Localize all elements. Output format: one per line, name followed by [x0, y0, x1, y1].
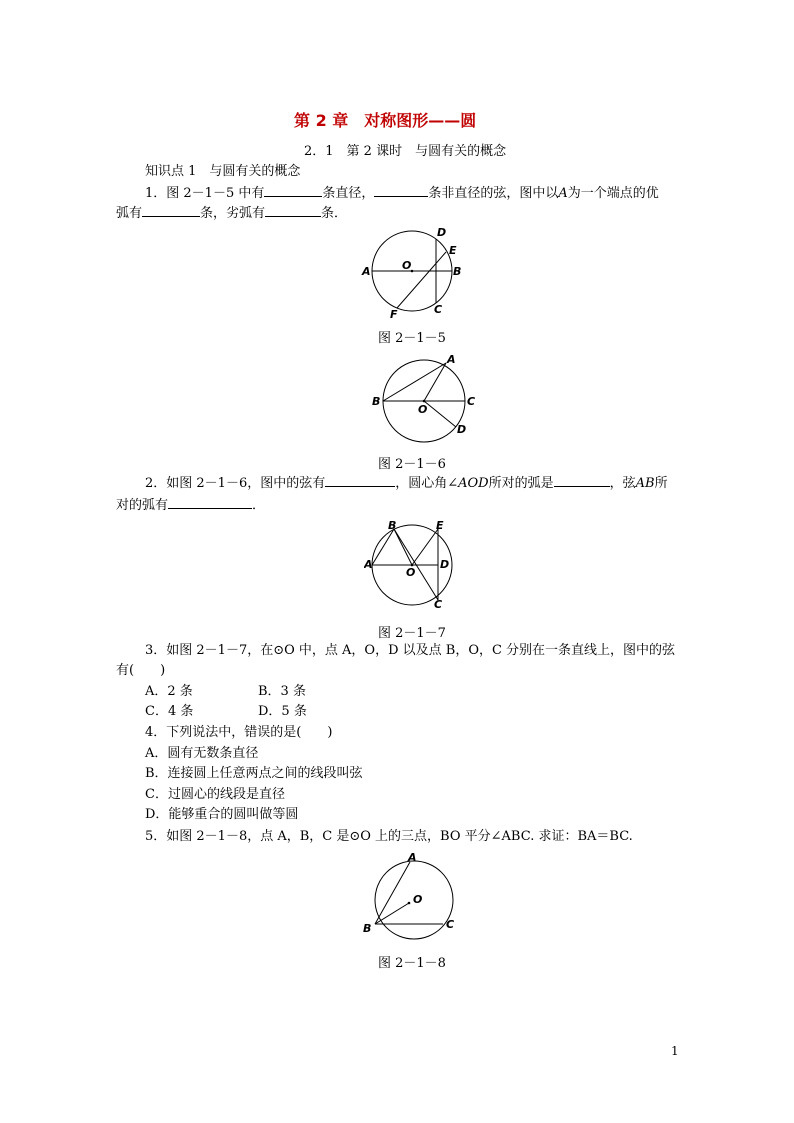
q3-option-c: C．4 条 — [145, 704, 194, 719]
fig3-label-o: O — [406, 566, 416, 579]
fig4-label-o: O — [413, 893, 423, 906]
fig2-label-a: A — [447, 353, 456, 366]
fig1-label-a: A — [362, 265, 371, 278]
figure-2-1-6-caption: 图 2－1－6 — [378, 457, 446, 472]
fig2-label-c: C — [467, 395, 476, 408]
q1-text-g: 条． — [321, 206, 348, 221]
q2-text-b: ，圆心角∠ — [395, 476, 459, 491]
figure-2-1-5-caption: 图 2－1－5 — [378, 331, 446, 346]
figure-2-1-8 — [360, 850, 470, 944]
q3-option-a: A．2 条 — [145, 684, 193, 699]
q1-blank-chords — [374, 184, 428, 197]
q3-option-d: D．5 条 — [258, 704, 307, 719]
fig4-label-c: C — [446, 918, 455, 931]
fig1-label-e: E — [449, 244, 457, 257]
chapter-title: 第 2 章 对称图形——圆 — [294, 111, 477, 130]
page-number: 1 — [671, 1044, 679, 1058]
q2-blank-chords — [325, 474, 395, 487]
q1-blank-major-arcs — [142, 204, 200, 217]
question-2-line-2 — [116, 496, 265, 514]
q1-text-d: 为一个端点的优 — [567, 186, 659, 201]
q1-text-f: 条，劣弧有 — [200, 206, 266, 221]
fig3-label-c: C — [434, 598, 443, 610]
fig4-label-a: A — [408, 851, 417, 864]
question-2-line-1 — [145, 474, 668, 492]
q4-option-a: A．圆有无数条直径 — [145, 746, 259, 761]
q2-text-e: ，弦 — [609, 476, 636, 491]
q2-chord: AB — [635, 476, 655, 491]
fig1-label-c: C — [434, 303, 443, 316]
q2-text-h: 对的弧有 — [116, 498, 169, 513]
q4-option-c: C．过圆心的线段是直径 — [145, 787, 285, 802]
q1-text-b: 条直径， — [322, 186, 375, 201]
fig4-label-b: B — [363, 922, 372, 935]
figure-2-1-5 — [360, 222, 470, 324]
q1-text-a: 1．图 2－1－5 中有 — [145, 186, 265, 201]
q2-angle: AOD — [458, 476, 489, 491]
fig2-label-d: D — [457, 423, 467, 436]
fig2-label-o: O — [418, 403, 428, 416]
question-1-line-2 — [116, 204, 347, 222]
question-5: 5．如图 2－1－8，点 A，B，C 是⊙O 上的三点，BO 平分∠ABC. 求证：BA＝BC. — [145, 829, 633, 844]
fig2-label-b: B — [372, 395, 381, 408]
q1-blank-minor-arcs — [265, 204, 321, 217]
fig1-label-f: F — [390, 308, 398, 321]
fig3-label-a: A — [364, 558, 373, 571]
q2-blank-arc — [554, 474, 610, 487]
q2-blank-arcs — [168, 496, 252, 509]
q2-text-a: 2．如图 2－1－6，图中的弦有 — [145, 476, 326, 491]
q4-option-d: D．能够重合的圆叫做等圆 — [145, 807, 299, 822]
fig3-label-d: D — [440, 558, 450, 571]
fig3-label-e: E — [436, 519, 444, 532]
q1-text-e: 弧有 — [116, 206, 143, 221]
fig1-label-b: B — [453, 265, 462, 278]
q1-point: A — [558, 186, 568, 201]
q1-blank-diameters — [264, 184, 322, 197]
q2-text-g: 所 — [654, 476, 668, 491]
question-3-line-2: 有( ) — [116, 663, 166, 678]
q2-text-d: 所对的弧是 — [488, 476, 554, 491]
question-3-line-1: 3．如图 2－1－7，在⊙O 中，点 A，O，D 以及点 B，O，C 分别在一条直线上，图中的弦 — [145, 643, 676, 658]
figure-2-1-6 — [368, 350, 486, 446]
figure-2-1-7-caption: 图 2－1－7 — [378, 626, 446, 641]
fig3-label-b: B — [388, 519, 397, 532]
figure-2-1-8-caption: 图 2－1－8 — [378, 956, 446, 971]
fig1-label-o: O — [402, 259, 412, 272]
figure-2-1-7 — [364, 518, 460, 610]
section-heading: 2．1 第 2 课时 与圆有关的概念 — [304, 144, 507, 159]
q3-option-b: B．3 条 — [258, 684, 306, 699]
q4-option-b: B．连接圆上任意两点之间的线段叫弦 — [145, 766, 363, 781]
fig1-label-d: D — [437, 226, 447, 239]
knowledge-point-heading: 知识点 1 与圆有关的概念 — [145, 164, 301, 179]
question-1-line-1 — [145, 184, 659, 202]
q1-text-c: 条非直径的弦，图中以 — [428, 186, 559, 201]
q2-text-i: ． — [252, 498, 266, 513]
question-4-stem: 4．下列说法中，错误的是( ) — [145, 725, 333, 740]
